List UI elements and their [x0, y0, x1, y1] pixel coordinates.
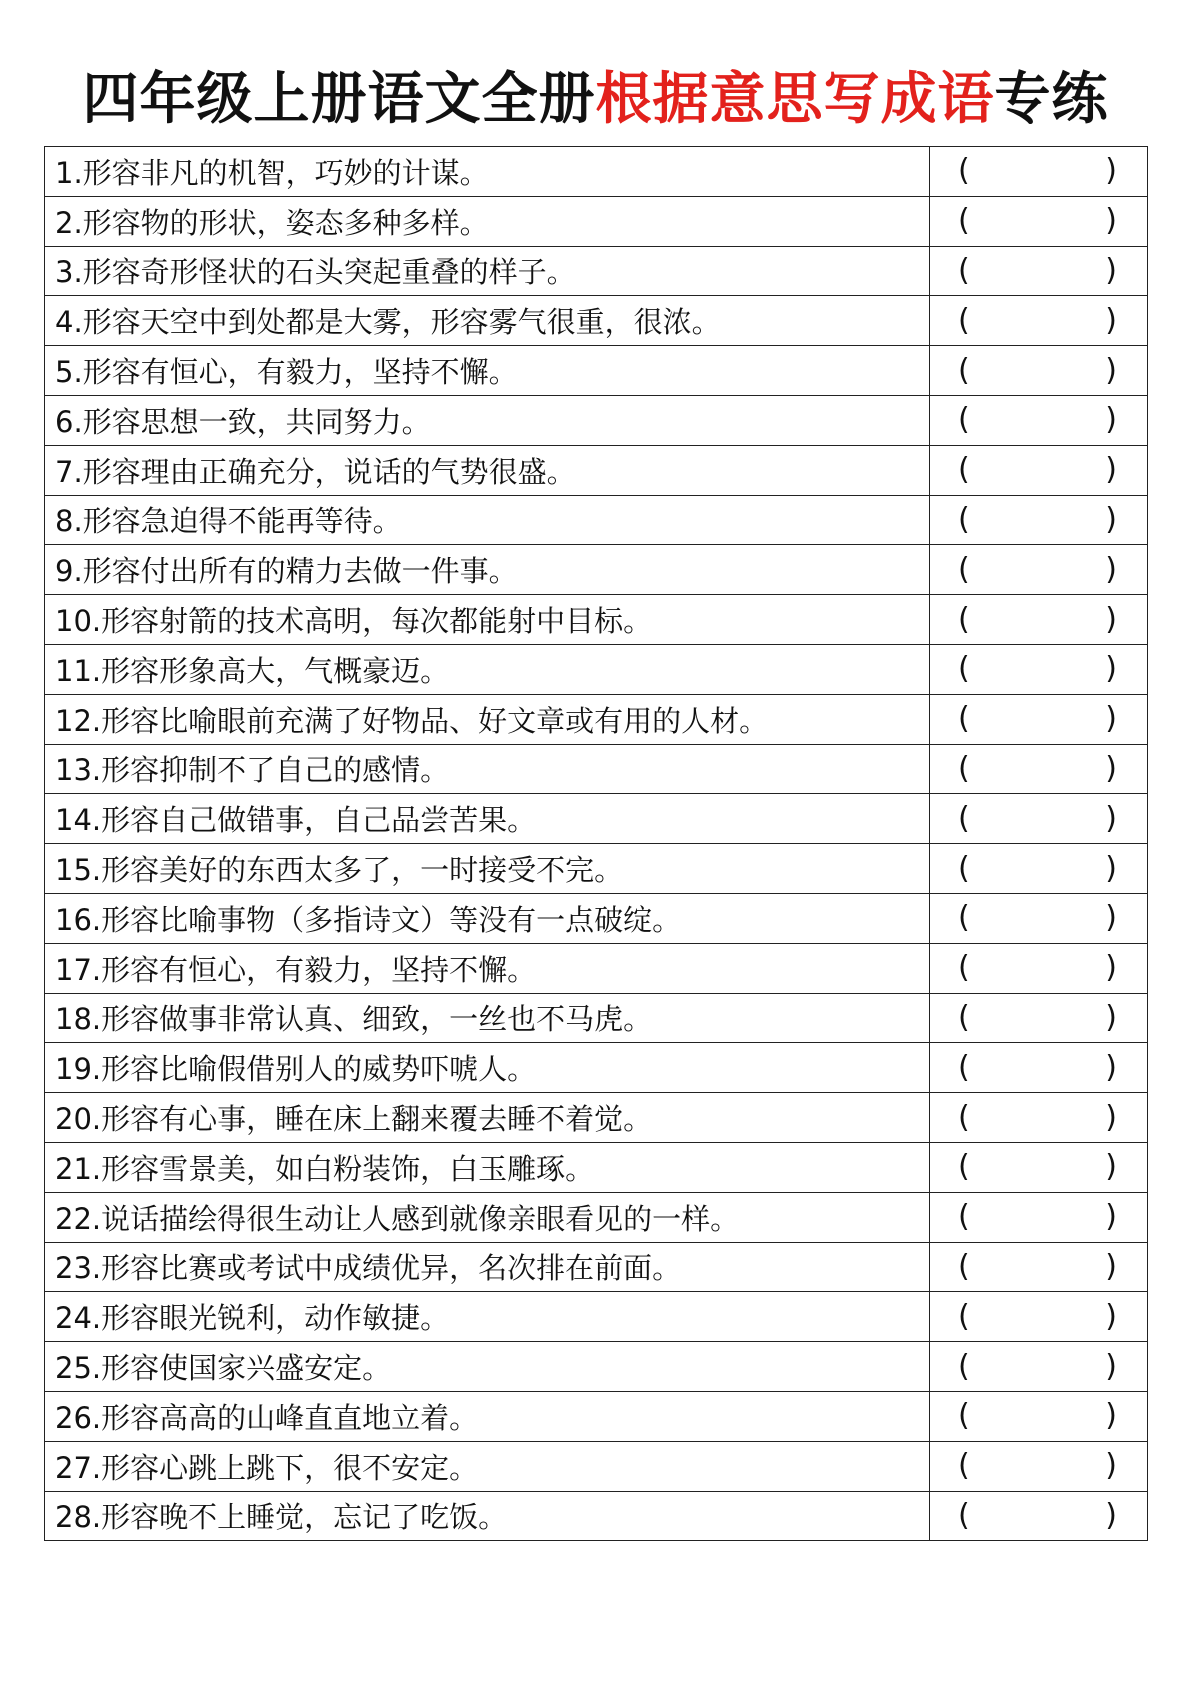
question-row [45, 147, 1148, 197]
question-row [45, 445, 1148, 495]
close-paren: ) [1105, 1398, 1117, 1434]
open-paren: ( [958, 1049, 970, 1085]
answer-blank[interactable] [930, 694, 1148, 744]
question-row [45, 993, 1148, 1043]
close-paren: ) [1105, 800, 1117, 836]
answer-blank[interactable] [930, 1491, 1148, 1541]
close-paren: ) [1105, 750, 1117, 786]
answer-blank[interactable] [930, 346, 1148, 396]
question-row [45, 1342, 1148, 1392]
question-text: 12.形容比喻眼前充满了好物品、好文章或有用的人材。 [45, 694, 930, 744]
answer-blank[interactable] [930, 395, 1148, 445]
question-row [45, 694, 1148, 744]
close-paren: ) [1105, 651, 1117, 687]
open-paren: ( [958, 601, 970, 637]
answer-blank[interactable] [930, 545, 1148, 595]
close-paren: ) [1105, 202, 1117, 238]
close-paren: ) [1105, 402, 1117, 438]
question-row [45, 495, 1148, 545]
open-paren: ( [958, 153, 970, 189]
close-paren: ) [1105, 302, 1117, 338]
open-paren: ( [958, 252, 970, 288]
close-paren: ) [1105, 601, 1117, 637]
question-text: 17.形容有恒心，有毅力，坚持不懈。 [45, 943, 930, 993]
answer-blank[interactable] [930, 1441, 1148, 1491]
close-paren: ) [1105, 1149, 1117, 1185]
question-text: 3.形容奇形怪状的石头突起重叠的样子。 [45, 246, 930, 296]
question-row [45, 893, 1148, 943]
open-paren: ( [958, 1248, 970, 1284]
answer-blank[interactable] [930, 1342, 1148, 1392]
question-rows [45, 147, 1148, 1541]
answer-blank[interactable] [930, 1292, 1148, 1342]
answer-blank[interactable] [930, 644, 1148, 694]
open-paren: ( [958, 551, 970, 587]
open-paren: ( [958, 202, 970, 238]
open-paren: ( [958, 1149, 970, 1185]
close-paren: ) [1105, 900, 1117, 936]
open-paren: ( [958, 302, 970, 338]
question-text: 21.形容雪景美，如白粉装饰，白玉雕琢。 [45, 1142, 930, 1192]
question-row [45, 1491, 1148, 1541]
question-text: 8.形容急迫得不能再等待。 [45, 495, 930, 545]
answer-blank[interactable] [930, 1093, 1148, 1143]
question-text: 16.形容比喻事物（多指诗文）等没有一点破绽。 [45, 893, 930, 943]
open-paren: ( [958, 1099, 970, 1135]
question-text: 27.形容心跳上跳下，很不安定。 [45, 1441, 930, 1491]
answer-blank[interactable] [930, 196, 1148, 246]
open-paren: ( [958, 800, 970, 836]
question-text: 13.形容抑制不了自己的感情。 [45, 744, 930, 794]
question-text: 10.形容射箭的技术高明，每次都能射中目标。 [45, 595, 930, 645]
question-row [45, 1142, 1148, 1192]
question-row [45, 1292, 1148, 1342]
question-row [45, 644, 1148, 694]
question-text: 26.形容高高的山峰直直地立着。 [45, 1391, 930, 1441]
question-text: 22.说话描绘得很生动让人感到就像亲眼看见的一样。 [45, 1192, 930, 1242]
question-row [45, 1391, 1148, 1441]
answer-blank[interactable] [930, 1043, 1148, 1093]
close-paren: ) [1105, 501, 1117, 537]
answer-blank[interactable] [930, 993, 1148, 1043]
answer-blank[interactable] [930, 1142, 1148, 1192]
question-text: 19.形容比喻假借别人的威势吓唬人。 [45, 1043, 930, 1093]
close-paren: ) [1105, 1447, 1117, 1483]
question-text: 9.形容付出所有的精力去做一件事。 [45, 545, 930, 595]
question-text: 4.形容天空中到处都是大雾，形容雾气很重，很浓。 [45, 296, 930, 346]
close-paren: ) [1105, 949, 1117, 985]
worksheet-title [0, 62, 1191, 138]
open-paren: ( [958, 651, 970, 687]
question-text: 28.形容晚不上睡觉，忘记了吃饭。 [45, 1491, 930, 1541]
title-part-grade: 四年级上册语文全册 [82, 67, 596, 132]
idiom-question-table [44, 146, 1148, 1541]
close-paren: ) [1105, 551, 1117, 587]
open-paren: ( [958, 1398, 970, 1434]
question-row [45, 744, 1148, 794]
question-row [45, 1242, 1148, 1292]
open-paren: ( [958, 850, 970, 886]
answer-blank[interactable] [930, 445, 1148, 495]
question-text: 14.形容自己做错事，自己品尝苦果。 [45, 794, 930, 844]
question-row [45, 346, 1148, 396]
open-paren: ( [958, 352, 970, 388]
open-paren: ( [958, 900, 970, 936]
open-paren: ( [958, 1198, 970, 1234]
open-paren: ( [958, 949, 970, 985]
question-row [45, 246, 1148, 296]
question-text: 24.形容眼光锐利，动作敏捷。 [45, 1292, 930, 1342]
close-paren: ) [1105, 352, 1117, 388]
open-paren: ( [958, 1348, 970, 1384]
close-paren: ) [1105, 1049, 1117, 1085]
open-paren: ( [958, 451, 970, 487]
open-paren: ( [958, 1497, 970, 1533]
answer-blank[interactable] [930, 595, 1148, 645]
answer-blank[interactable] [930, 744, 1148, 794]
question-row [45, 545, 1148, 595]
close-paren: ) [1105, 1198, 1117, 1234]
answer-blank[interactable] [930, 495, 1148, 545]
answer-blank[interactable] [930, 844, 1148, 894]
open-paren: ( [958, 999, 970, 1035]
question-text: 15.形容美好的东西太多了，一时接受不完。 [45, 844, 930, 894]
answer-blank[interactable] [930, 893, 1148, 943]
answer-blank[interactable] [930, 147, 1148, 197]
open-paren: ( [958, 402, 970, 438]
question-text: 6.形容思想一致，共同努力。 [45, 395, 930, 445]
question-row [45, 196, 1148, 246]
question-text: 11.形容形象高大，气概豪迈。 [45, 644, 930, 694]
answer-blank[interactable] [930, 943, 1148, 993]
close-paren: ) [1105, 1348, 1117, 1384]
question-text: 1.形容非凡的机智，巧妙的计谋。 [45, 147, 930, 197]
question-text: 20.形容有心事，睡在床上翻来覆去睡不着觉。 [45, 1093, 930, 1143]
question-row [45, 1192, 1148, 1242]
close-paren: ) [1105, 1497, 1117, 1533]
close-paren: ) [1105, 1248, 1117, 1284]
question-text: 7.形容理由正确充分，说话的气势很盛。 [45, 445, 930, 495]
close-paren: ) [1105, 850, 1117, 886]
open-paren: ( [958, 1447, 970, 1483]
question-text: 23.形容比赛或考试中成绩优异，名次排在前面。 [45, 1242, 930, 1292]
question-text: 18.形容做事非常认真、细致，一丝也不马虎。 [45, 993, 930, 1043]
answer-blank[interactable] [930, 296, 1148, 346]
question-row [45, 595, 1148, 645]
question-text: 2.形容物的形状，姿态多种多样。 [45, 196, 930, 246]
question-row [45, 395, 1148, 445]
answer-blank[interactable] [930, 794, 1148, 844]
close-paren: ) [1105, 153, 1117, 189]
close-paren: ) [1105, 1099, 1117, 1135]
title-part-topic: 根据意思写成语 [595, 67, 995, 132]
question-row [45, 794, 1148, 844]
question-row [45, 1043, 1148, 1093]
open-paren: ( [958, 501, 970, 537]
close-paren: ) [1105, 1298, 1117, 1334]
answer-blank[interactable] [930, 1192, 1148, 1242]
close-paren: ) [1105, 252, 1117, 288]
question-text: 25.形容使国家兴盛安定。 [45, 1342, 930, 1392]
title-part-suffix: 专练 [994, 67, 1109, 132]
open-paren: ( [958, 700, 970, 736]
close-paren: ) [1105, 451, 1117, 487]
open-paren: ( [958, 750, 970, 786]
question-row [45, 1441, 1148, 1491]
close-paren: ) [1105, 999, 1117, 1035]
close-paren: ) [1105, 700, 1117, 736]
question-row [45, 296, 1148, 346]
answer-blank[interactable] [930, 1242, 1148, 1292]
answer-blank[interactable] [930, 1391, 1148, 1441]
question-row [45, 943, 1148, 993]
answer-blank[interactable] [930, 246, 1148, 296]
open-paren: ( [958, 1298, 970, 1334]
question-row [45, 1093, 1148, 1143]
question-row [45, 844, 1148, 894]
question-text: 5.形容有恒心，有毅力，坚持不懈。 [45, 346, 930, 396]
